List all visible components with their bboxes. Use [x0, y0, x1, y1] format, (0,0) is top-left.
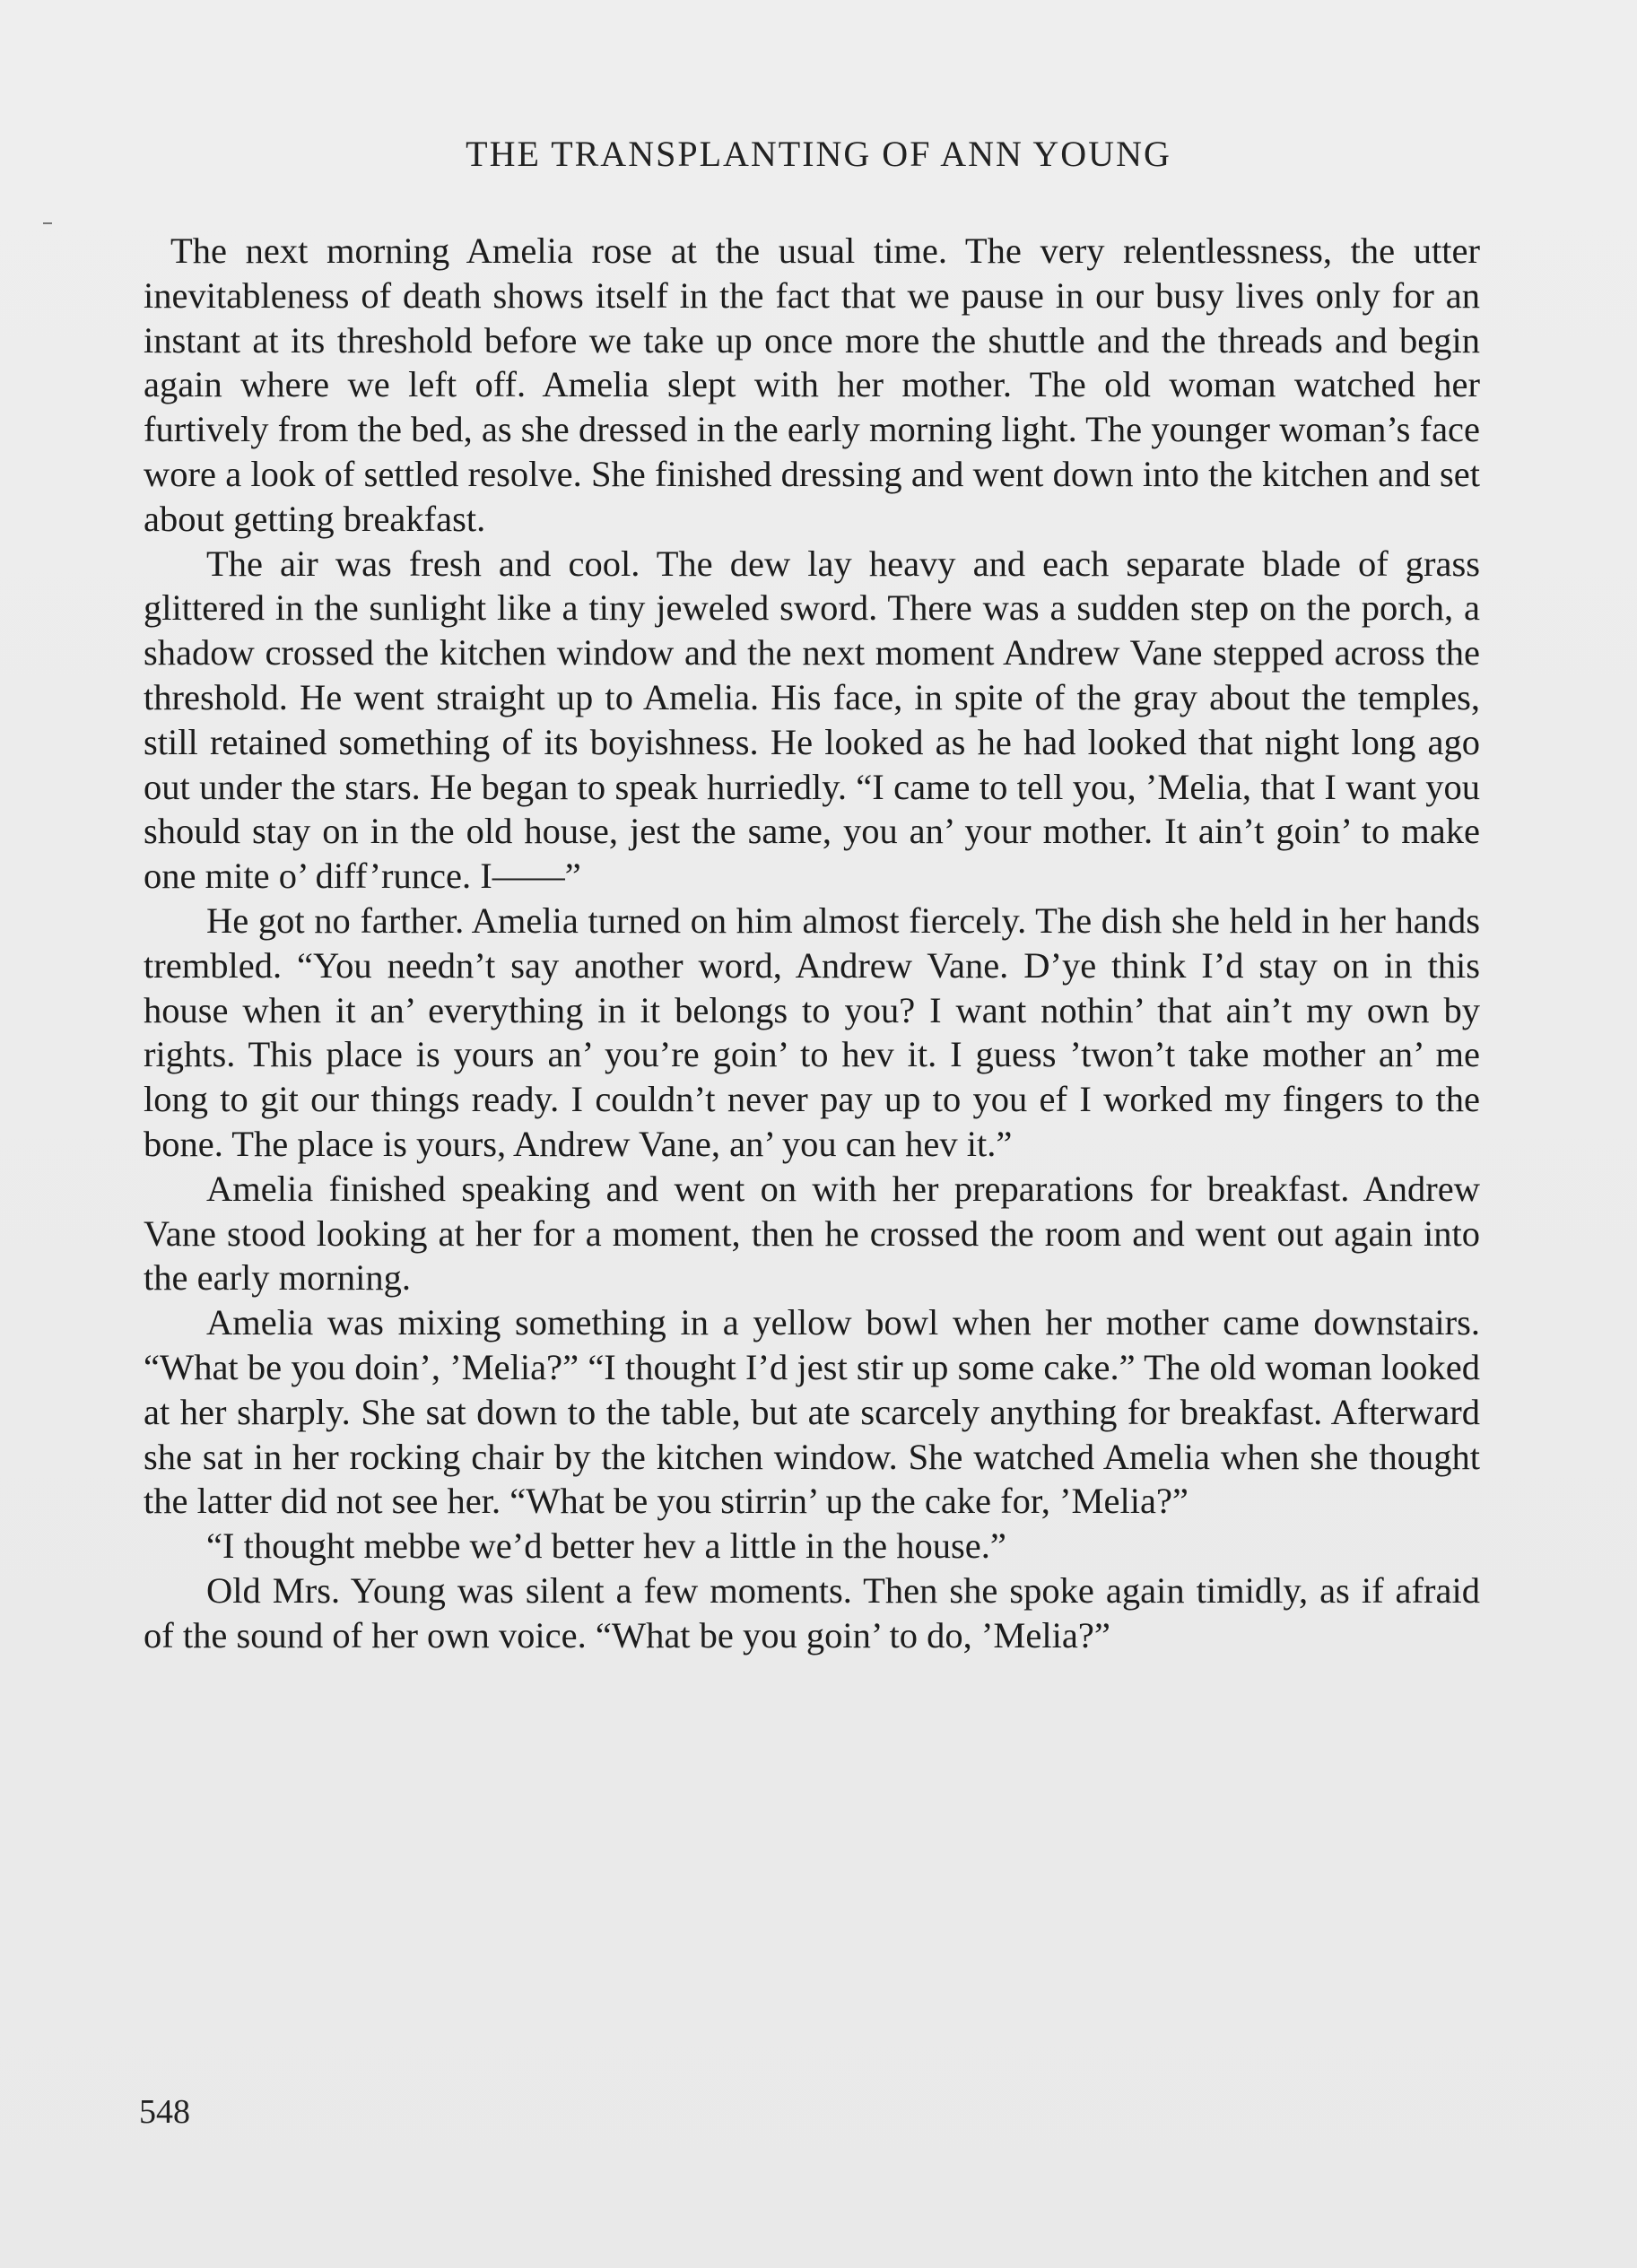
paragraph: Amelia finished speaking and went on with her preparations for breakfast. Andrew Vane stood looking at her for a moment, then he crossed the room and went out again into the early morning. — [144, 1168, 1480, 1299]
paragraph: The air was fresh and cool. The dew lay heavy and each separate blade of grass glittered in the sunlight like a tiny jeweled sword. There was a sudden step on the porch, a shadow crossed the kitchen window and the next moment Andrew Vane stepped across the threshold. He went straight up to Amelia. His face, in spite of the gray about the temples, still retained something of its boyishness. He looked as he had looked that night long ago out under the stars. He began to speak hurriedly. “I came to tell you, ’Melia, that I want you should stay on in the old house, jest the same, you an’ your mother. It ain’t goin’ to make one mite o’ diff’runce. I——” — [144, 543, 1480, 897]
running-head: THE TRANSPLANTING OF ANN YOUNG — [466, 134, 1171, 174]
paragraph: Amelia was mixing something in a yellow bowl when her mother came downstairs. “What be you doin’, ’Melia?” “I thought I’d jest stir up some cake.” The old woman looked at her sharply. She sat down to the table, but ate scarcely anything for breakfast. Afterward she sat in her rocking chair by the kitchen window. She watched Amelia when she thought the latter did not see her. “What be you stirrin’ up the cake for, ’Melia?” — [144, 1302, 1480, 1522]
paragraph: The next morning Amelia rose at the usual time. The very relentlessness, the utter inevitableness of death shows itself in the fact that we pause in our busy lives only for an instant at its threshold before we take up once more the shuttle and the threads and begin again where we left off. Amelia slept with her mother. The old woman watched her furtively from the bed, as she dressed in the early morning light. The younger woman’s face wore a look of settled resolve. She finished dressing and went down into the kitchen and set about getting breakfast. — [144, 230, 1480, 539]
page-number: 548 — [139, 2093, 190, 2131]
paragraph: He got no farther. Amelia turned on him almost fiercely. The dish she held in her hands trembled. “You needn’t say another word, Andrew Vane. D’ye think I’d stay on in this house when it an’ everything in it belongs to you? I want nothin’ that ain’t my own by rights. This place is yours an’ you’re goin’ to hev it. I guess ’twon’t take mother an’ me long to git our things ready. I couldn’t never pay up to you ef I worked my fingers to the bone. The place is yours, Andrew Vane, an’ you can hev it.” — [144, 899, 1480, 1164]
body-text — [144, 229, 1480, 1658]
paragraph: Old Mrs. Young was silent a few moments. Then she spoke again timidly, as if afraid of the sound of her own voice. “What be you goin’ to do, ’Melia?” — [144, 1569, 1480, 1655]
paragraph: “I thought mebbe we’d better hev a little in the house.” — [206, 1525, 1006, 1567]
margin-mark — [43, 222, 52, 224]
